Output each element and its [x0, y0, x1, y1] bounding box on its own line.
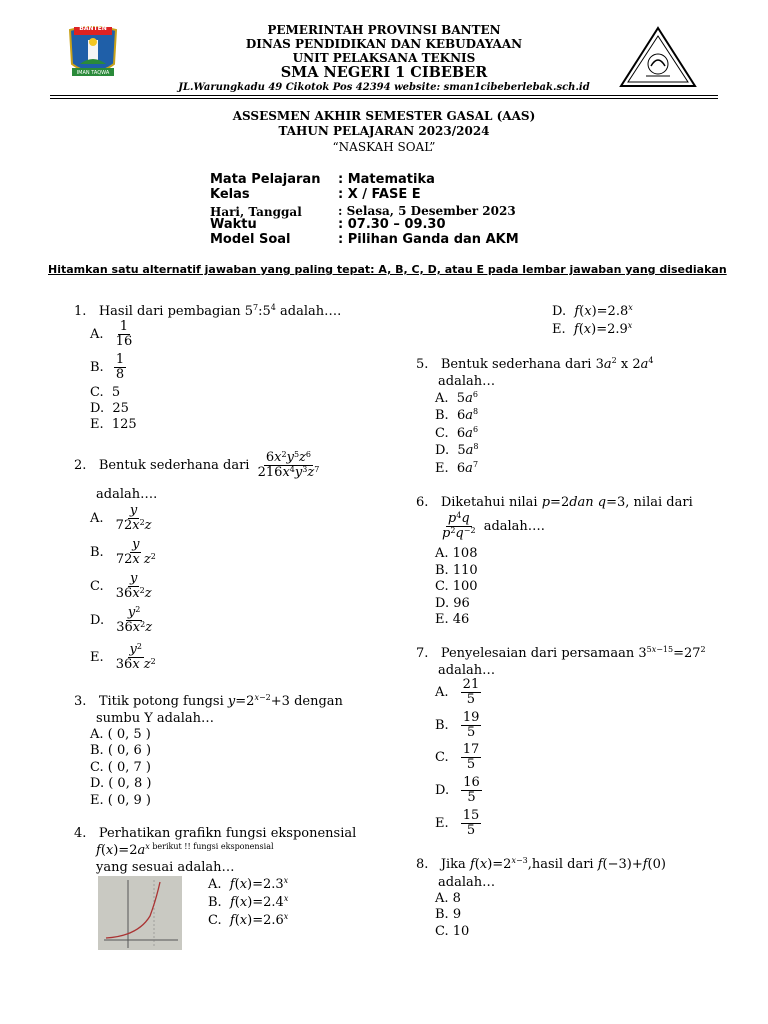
q7-option-d[interactable]: D. $\frac{16}{5}$: [435, 775, 480, 805]
meta-date-label: Hari, Tanggal: [210, 205, 302, 219]
meta-time-value: : 07.30 – 09.30: [338, 217, 446, 232]
q2-option-a[interactable]: A. $\frac{y}{72x^2z}$: [90, 503, 152, 533]
q7-option-c[interactable]: C. $\frac{17}{5}$: [435, 742, 480, 772]
q3-option-d[interactable]: D. ( 0, 8 ): [90, 776, 152, 791]
q3-stem: 3. Titik potong fungsi $y=2^{x-2}+3$ dengan: [74, 693, 343, 709]
q6-option-a[interactable]: A. 108: [435, 546, 478, 561]
q4-option-a[interactable]: A. $f(x)=2.3^x$: [208, 876, 289, 892]
q8-option-c[interactable]: C. 10: [435, 924, 470, 939]
q7-line2: adalah…: [438, 663, 496, 678]
q5-line2: adalah…: [438, 374, 496, 389]
exam-year: TAHUN PELAJARAN 2023/2024: [278, 124, 490, 138]
q8-stem: 8. Jika $f(x)=2^{x-3},hasil$ dari f(−3)+f(0): [416, 856, 666, 872]
q8-option-b[interactable]: B. 9: [435, 907, 462, 922]
q6-option-c[interactable]: C. 100: [435, 579, 478, 594]
meta-model-value: : Pilihan Ganda dan AKM: [338, 232, 519, 247]
q4-option-b[interactable]: B. $f(x)=2.4^x$: [208, 894, 289, 910]
exam-title: ASSESMEN AKHIR SEMESTER GASAL (AAS): [232, 109, 536, 123]
q8-line2: adalah…: [438, 875, 496, 890]
q5-option-c[interactable]: C. $6a^6$: [435, 425, 479, 441]
q4-option-e[interactable]: E. $f(x)=2.9^x$: [552, 321, 633, 337]
q2-tail: adalah….: [96, 487, 158, 502]
q6-stem: 6. Diketahui nilai p=2dan q=3, nilai dari: [416, 495, 693, 510]
banten-logo-label-top: BANTEN: [79, 25, 107, 32]
q5-option-e[interactable]: E. $6a^7$: [435, 460, 479, 476]
q6-option-b[interactable]: B. 110: [435, 563, 478, 578]
exam-subtitle: “NASKAH SOAL”: [332, 140, 436, 154]
q2-option-b[interactable]: B. $\frac{y}{72x z^2}$: [90, 537, 156, 567]
header-divider: [50, 95, 718, 96]
meta-class-value: : X / FASE E: [338, 187, 421, 202]
instruction: Hitamkan satu alternatif jawaban yang paling tepat: A, B, C, D, atau E pada lembar jawaban yang disediakan: [48, 263, 727, 276]
q3-option-c[interactable]: C. ( 0, 7 ): [90, 760, 151, 775]
unit-line: UNIT PELAKSANA TEKNIS: [292, 51, 476, 65]
q7-option-a[interactable]: A. $\frac{21}{5}$: [435, 677, 480, 707]
q4-line3: yang sesuai adalah…: [96, 860, 235, 875]
q1-option-c[interactable]: C. 5: [90, 385, 121, 400]
meta-subject-label: Mata Pelajaran: [210, 172, 321, 187]
q1-option-d[interactable]: D. 25: [90, 401, 129, 416]
q4-stem: 4. Perhatikan grafikn fungsi eksponensial: [74, 826, 357, 841]
q2-option-c[interactable]: C. $\frac{y}{36x^2z}$: [90, 571, 152, 601]
q3-option-e[interactable]: E. ( 0, 9 ): [90, 793, 151, 808]
dept-line: DINAS PENDIDIKAN DAN KEBUDAYAAN: [245, 37, 523, 51]
meta-model-label: Model Soal: [210, 232, 291, 247]
q4-option-d[interactable]: D. $f(x)=2.8^x$: [552, 303, 633, 319]
meta-subject-value: : Matematika: [338, 172, 435, 187]
q4-option-c[interactable]: C. $f(x)=2.6^x$: [208, 912, 289, 928]
q3-line2: sumbu Y adalah…: [96, 711, 215, 726]
q2-stem: 2. Bentuk sederhana dari $\frac{6x^2y^5z^6}{216x^4y^3z^7}$: [74, 450, 320, 480]
q1-option-b[interactable]: B. $\frac{1}{8}$: [90, 352, 125, 382]
q7-option-b[interactable]: B. $\frac{19}{5}$: [435, 710, 480, 740]
school-name: SMA NEGERI 1 CIBEBER: [280, 64, 488, 81]
q5-option-d[interactable]: D. $5a^8$: [435, 442, 479, 458]
q4-graph-image: [98, 876, 182, 950]
q3-option-a[interactable]: A. ( 0, 5 ): [90, 727, 151, 742]
q5-stem: 5. Bentuk sederhana dari $3a^2$ x $2a^4$: [416, 356, 654, 372]
meta-time-label: Waktu: [210, 217, 257, 232]
q2-option-d[interactable]: D. $\frac{y^2}{36x^2z}$: [90, 605, 153, 635]
q3-option-b[interactable]: B. ( 0, 6 ): [90, 743, 152, 758]
q7-option-e[interactable]: E. $\frac{15}{5}$: [435, 808, 480, 838]
meta-date-value: : Selasa, 5 Desember 2023: [338, 204, 516, 218]
header-divider-thin: [50, 98, 718, 99]
q5-option-a[interactable]: A. $5a^6$: [435, 390, 478, 406]
q8-option-a[interactable]: A. 8: [435, 891, 461, 906]
school-address: JL.Warungkadu 49 Cikotok Pos 42394 website: sman1cibeberlebak.sch.id: [178, 82, 590, 93]
q2-option-e[interactable]: E. $\frac{y^2}{36x z^2}$: [90, 642, 156, 672]
q6-expression: $\frac{p^4q}{p^2q^{-2}}$ adalah….: [442, 511, 545, 541]
meta-class-label: Kelas: [210, 187, 250, 202]
q6-option-e[interactable]: E. 46: [435, 612, 470, 627]
q1-stem: 1. Hasil dari pembagian $5^7:5^4$ adalah….: [74, 303, 342, 319]
q1-option-a[interactable]: A. $\frac{1}{16}$: [90, 319, 133, 349]
banten-logo-label-bottom: IMAN TAQWA: [76, 70, 110, 76]
gov-line: PEMERINTAH PROVINSI BANTEN: [267, 23, 501, 37]
q6-option-d[interactable]: D. 96: [435, 596, 470, 611]
q1-option-e[interactable]: E. 125: [90, 417, 137, 432]
q7-stem: 7. Penyelesaian dari persamaan $3^{5x-15}=27^2$: [416, 645, 706, 661]
q4-line2: $f(x)=2a^{x berikut !! fungsi eksponensial}$: [96, 842, 274, 858]
q5-option-b[interactable]: B. $6a^8$: [435, 407, 479, 423]
